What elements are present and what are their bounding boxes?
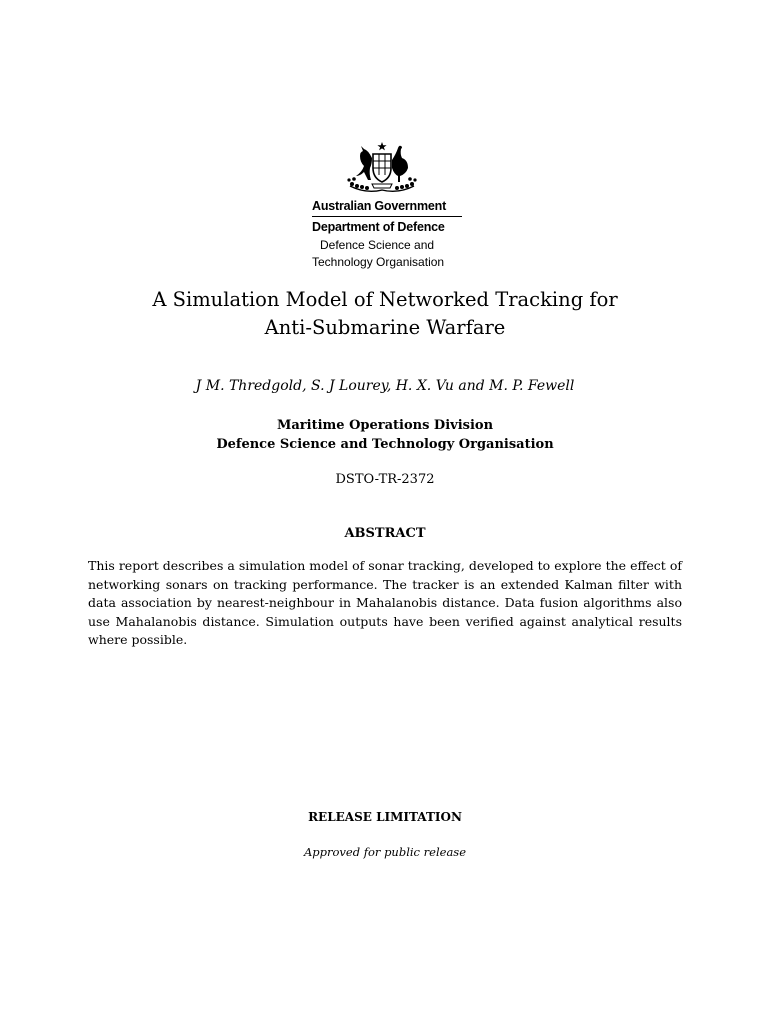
- release-limitation-heading: RELEASE LIMITATION: [308, 810, 462, 824]
- coat-of-arms-icon: [342, 140, 422, 196]
- division-name: Maritime Operations Division: [276, 418, 494, 433]
- organisation-name: Defence Science and Technology Organisation: [216, 437, 554, 452]
- government-name: Australian Government: [312, 198, 462, 217]
- report-title-line1: A Simulation Model of Networked Tracking for: [152, 288, 618, 311]
- report-title-line2: Anti-Submarine Warfare: [264, 316, 506, 339]
- abstract-text: This report describes a simulation model of sonar tracking, developed to explore the effect of networking sonars on tracking performance. The tracker is an extended Kalman filter with data association by nearest-neighbour in Mahalanobis distance. Data fusion algorithms also use Mahalanobis distance. Simulation outputs have been verified against analytical results where possible.: [88, 558, 682, 647]
- department-name: Department of Defence: [312, 220, 445, 234]
- release-statement: Approved for public release: [303, 845, 467, 859]
- organisation-name-line1: Defence Science and: [320, 238, 435, 252]
- author-list: J M. Thredgold, S. J Lourey, H. X. Vu and M. P. Fewell: [195, 378, 575, 394]
- agency-identifier: [312, 198, 462, 271]
- division-block: [60, 416, 710, 454]
- report-title: [60, 286, 710, 342]
- abstract-heading: ABSTRACT: [344, 526, 426, 541]
- report-number: DSTO-TR-2372: [335, 472, 435, 487]
- organisation-name-line2: Technology Organisation: [312, 255, 445, 269]
